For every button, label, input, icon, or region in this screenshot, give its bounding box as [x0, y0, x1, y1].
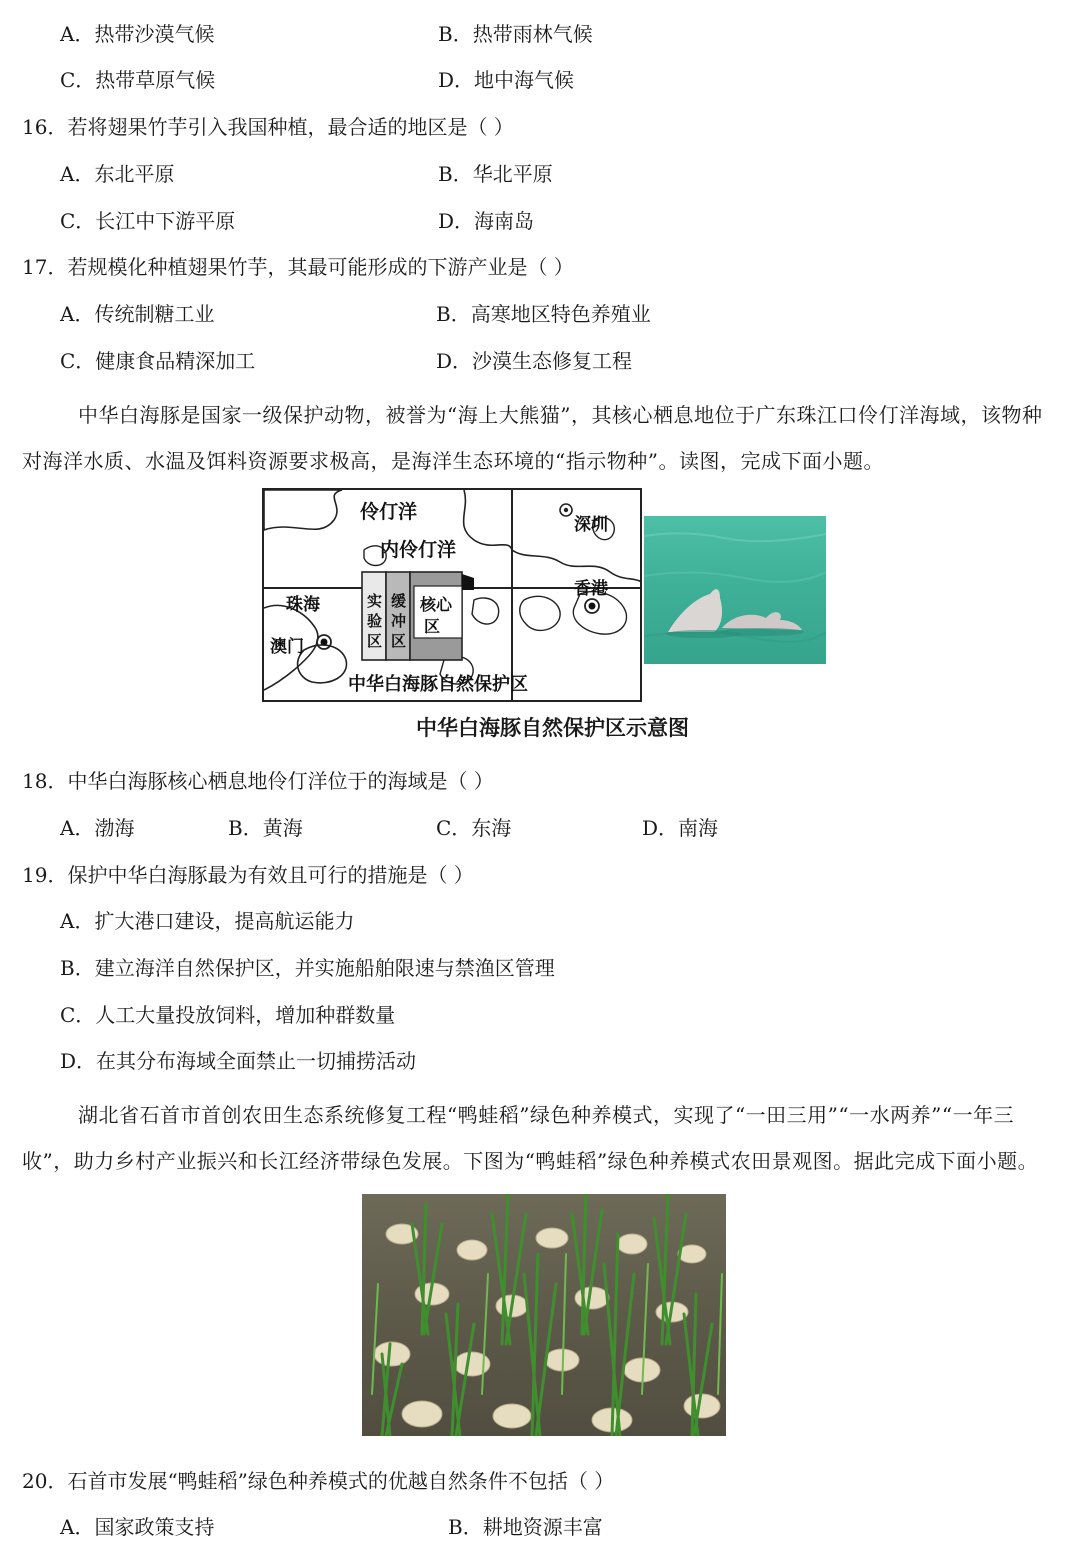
reserve-map [262, 488, 642, 702]
label-buffer-1: 缓 [391, 592, 407, 610]
q17-option-c: C．健康食品精深加工 [60, 349, 256, 373]
q19-option-d: D．在其分布海域全面禁止一切捕捞活动 [60, 1049, 417, 1073]
q18-option-b: B．黄海 [228, 816, 303, 840]
q15-option-c: C．热带草原气候 [60, 68, 216, 92]
passage-dolphin: 中华白海豚是国家一级保护动物，被誉为“海上大熊猫”，其核心栖息地位于广东珠江口伶仃洋海域，该物种对海洋水质、水温及饵料资源要求极高，是海洋生态环境的“指示物种”。读图，完成下面小题。 [22, 403, 1043, 473]
label-shenzhen: 深圳 [574, 515, 608, 535]
duck-frog-rice-photo [362, 1194, 726, 1436]
label-core-2: 区 [424, 617, 441, 636]
q20-option-b: B．耕地资源丰富 [448, 1515, 603, 1539]
label-core-1: 核心 [420, 595, 453, 614]
q15-option-d: D．地中海气候 [438, 68, 575, 92]
label-experimental-2: 验 [367, 612, 383, 630]
label-experimental-3: 区 [367, 632, 383, 650]
q19-option-a: A．扩大港口建设，提高航运能力 [60, 909, 355, 933]
q20-stem: 20．石首市发展“鸭蛙稻”绿色种养模式的优越自然条件不包括（ ） [22, 1469, 615, 1493]
q16-stem: 16．若将翅果竹芋引入我国种植，最合适的地区是（ ） [22, 115, 514, 139]
q18-option-d: D．南海 [642, 816, 719, 840]
q19-option-c: C．人工大量投放饲料，增加种群数量 [60, 1003, 396, 1027]
q16-option-a: A．东北平原 [60, 162, 175, 186]
label-macau: 澳门 [270, 637, 304, 657]
label-reserve-name: 中华白海豚自然保护区 [348, 674, 528, 695]
q17-option-a: A．传统制糖工业 [60, 302, 215, 326]
q17-stem: 17．若规模化种植翅果竹芋，其最可能形成的下游产业是（ ） [22, 255, 574, 279]
q19-stem: 19．保护中华白海豚最为有效且可行的措施是（ ） [22, 863, 474, 887]
q15-option-a: A．热带沙漠气候 [60, 22, 215, 46]
label-hongkong: 香港 [574, 579, 608, 599]
q18-stem: 18．中华白海豚核心栖息地伶仃洋位于的海域是（ ） [22, 769, 494, 793]
label-inner-lingdingyang: 内伶仃洋 [380, 539, 457, 561]
dolphin-photo [644, 516, 826, 664]
q16-option-b: B．华北平原 [438, 162, 553, 186]
q19-option-b: B．建立海洋自然保护区，并实施船舶限速与禁渔区管理 [60, 956, 555, 980]
q16-option-c: C．长江中下游平原 [60, 209, 236, 233]
q15-option-b: B．热带雨林气候 [438, 22, 593, 46]
figure1-caption: 中华白海豚自然保护区示意图 [416, 716, 689, 740]
coastline-map [264, 490, 642, 702]
label-lingdingyang: 伶仃洋 [360, 501, 418, 523]
label-buffer-3: 区 [391, 632, 407, 650]
q20-option-a: A．国家政策支持 [60, 1515, 215, 1539]
label-experimental-1: 实 [367, 592, 383, 610]
q17-option-b: B．高寒地区特色养殖业 [436, 302, 651, 326]
dolphin-reserve-figure [262, 488, 828, 710]
label-zhuhai: 珠海 [286, 595, 320, 615]
q18-option-c: C．东海 [436, 816, 512, 840]
q16-option-d: D．海南岛 [438, 209, 535, 233]
q17-option-d: D．沙漠生态修复工程 [436, 349, 633, 373]
label-buffer-2: 冲 [391, 612, 407, 630]
q18-option-a: A．渤海 [60, 816, 135, 840]
passage-duck-frog-rice: 湖北省石首市首创农田生态系统修复工程“鸭蛙稻”绿色种养模式，实现了“一田三用”“一水两养”“一年三收”，助力乡村产业振兴和长江经济带绿色发展。下图为“鸭蛙稻”绿色种养模式农田景观图。据此完成下面小题。 [22, 1103, 1039, 1173]
